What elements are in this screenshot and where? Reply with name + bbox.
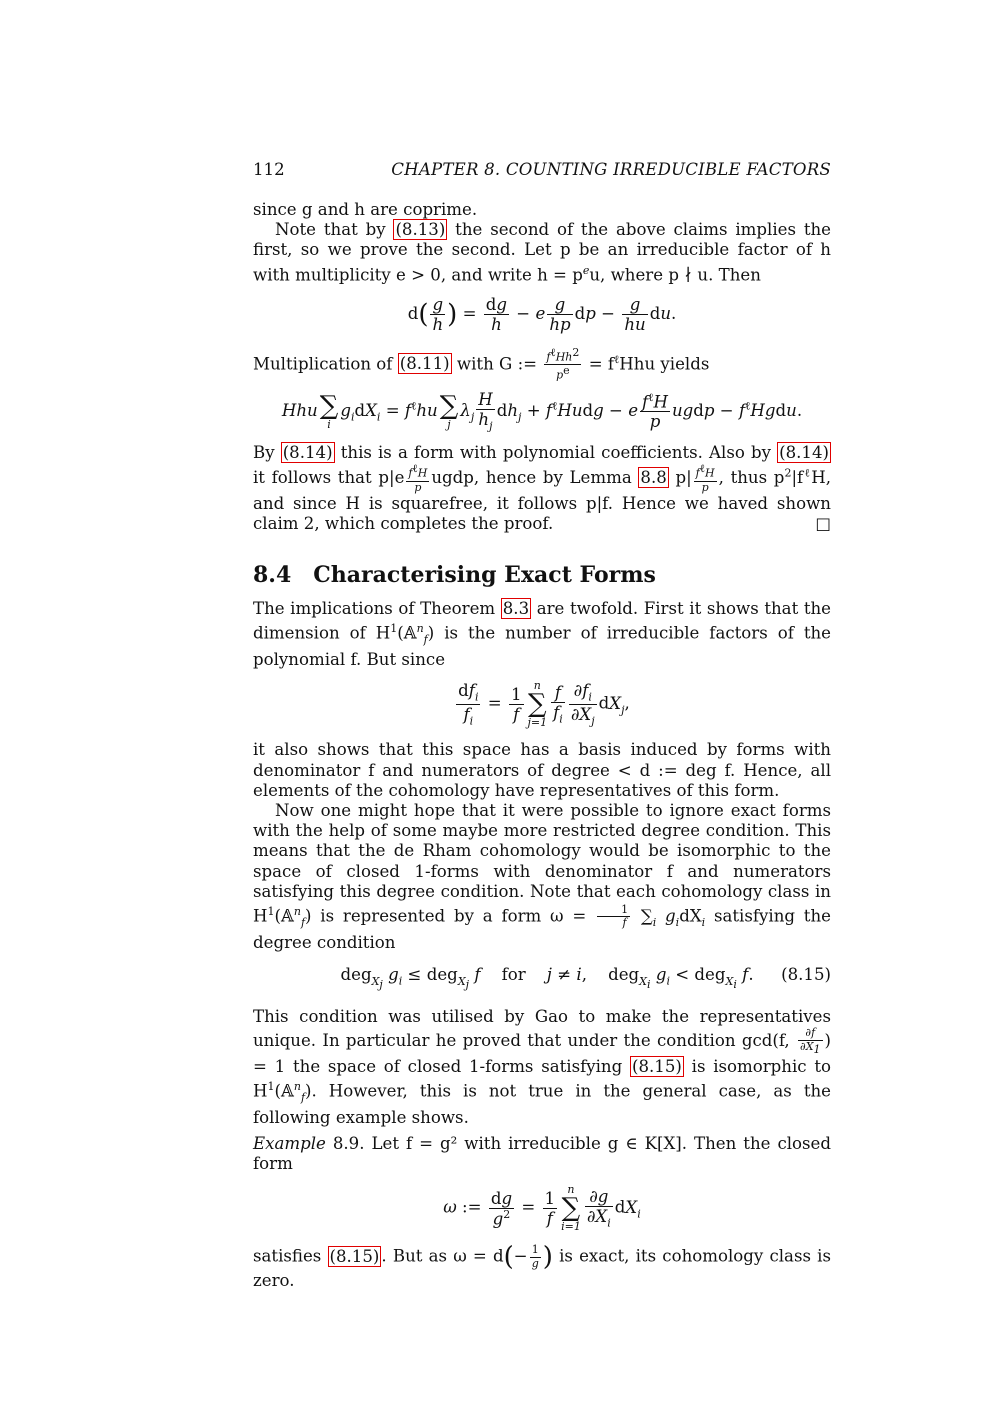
equation-link[interactable]: (8.15): [631, 1056, 682, 1076]
text-run: are twofold. First it shows that the dimension of H: [253, 598, 832, 643]
text-run: , thus p: [718, 468, 785, 488]
text-run: Note that by: [275, 220, 394, 240]
text-run: u, where p ∤ u. Then: [589, 265, 761, 285]
text-run: ) is the number of irreducible factors of the polynomial f. But since: [253, 623, 831, 670]
paragraph: [253, 740, 831, 801]
running-header: [253, 160, 831, 200]
theorem-link[interactable]: 8.3: [502, 598, 530, 618]
paragraph: By (8.14) this is a form with polynomial coefficients. Also by (8.14) it follows that p|e $\frac{f^\ell H}{p}$ ugdp, hence by Lemma 8.8 p| $\frac{f^\ell H}{p}$ , thus $p^2|f^\ell H$, and since H is squarefree, it follows p|f. Hence we haved shown claim 2, which completes the proof. □: [253, 443, 831, 534]
text-run: (𝔸: [274, 1081, 294, 1101]
text-run: with G :=: [451, 353, 538, 373]
text-run: it follows that p|e: [253, 468, 405, 488]
text-run: is isomorphic to H: [253, 1056, 832, 1101]
text-run: = f: [588, 353, 615, 373]
text-run: ). However, this is not true in the general case, as the following example shows.: [253, 1081, 831, 1127]
paragraph: Note that by (8.13) the second of the above claims implies the first, so we prove the second. Let p be an irreducible factor of h with multiplicity e > 0, and write $h = p^eu$, where p ∤ u. Then: [253, 220, 831, 285]
text-run: satisfying the degree condition: [253, 906, 831, 952]
equation-number: (8.15): [781, 965, 831, 985]
text-run: Let f = g² with irreducible g ∈ K[X]. Then the closed form: [253, 1134, 831, 1174]
paragraph: Multiplication of (8.11) with G := $\frac{f^\ell Hh^2}{p^e}$ = $f^\ell Hhu$ yields: [253, 345, 710, 382]
display-equation: $\frac{df_i}{f_i}$ = $\frac{1}{f}$ n ∑ j=1 $\frac{f}{f_i}$ $\frac{\partial f_i}{\partial X_j}$ $dX_j$,: [458, 679, 630, 730]
equation-link[interactable]: (8.13): [395, 220, 446, 240]
section-heading: [253, 561, 831, 588]
text-run: This condition was utilised by Gao to make the representatives unique. In particular he proved that under the condition gcd(f,: [253, 1006, 831, 1051]
text-run: ) is represented by a form ω =: [305, 906, 587, 926]
text-run: since g and h are coprime.: [253, 200, 478, 219]
text-run: satisfies: [253, 1247, 328, 1267]
text-run: the second of the above claims implies the first, so we prove the second. Let p be an irreducible factor of h with multiplicity e > 0, and write h = p: [253, 220, 831, 285]
paragraph: This condition was utilised by Gao to make the representatives unique. In particular he proved that under the condition gcd(f, $\frac{\partial f}{\partial X_1}$ ) = 1 the space of closed 1-forms satisfying (8.15) is isomorphic to $H^1(𝔸^n_f)$. However, this is not true in the general case, as the following example shows.: [253, 1006, 832, 1127]
equation-link[interactable]: (8.11): [399, 353, 450, 373]
text-run: H, and since H is squarefree, it follows p|f. Hence we haved shown claim 2, which completes the proof.: [253, 468, 831, 534]
equation-link[interactable]: (8.15): [329, 1247, 380, 1267]
example-label: Example: [253, 1134, 326, 1154]
text-run: is exact, its cohomology class is zero.: [253, 1247, 831, 1290]
display-equation: Hhu ∑ i $g_idX_i = f^\ell hu$ ∑ j $\lambda_j$ $\frac{H}{h_j}$ $dh_j$ + $f^\ell Hudg - e$ $\frac{f^\ell H}{p}$ ugdp − $f^\ell Hgdu$.: [281, 390, 803, 433]
text-run: Now one might hope that it were possible to ignore exact forms with the help of some maybe more restricted degree condition. This means that the de Rham cohomology would be isomorphic to the space of closed 1-forms with denominator f and numerators satisfying this degree condition. Note that each cohomology class in H: [253, 800, 831, 926]
text-run: Hhu yields: [619, 353, 710, 373]
text-run: By: [253, 443, 281, 463]
example-number: 8.9.: [325, 1134, 365, 1154]
page-body: [253, 160, 831, 1291]
lemma-link[interactable]: 8.8: [640, 468, 667, 488]
text-run: ∑: [640, 906, 653, 926]
text-run: . But as ω = d: [381, 1247, 504, 1267]
paragraph: Now one might hope that it were possible to ignore exact forms with the help of some maybe more restricted degree condition. This means that the de Rham cohomology would be isomorphic to the space of closed 1-forms with denominator f and numerators satisfying this degree condition. Note that each cohomology class in $H^1(𝔸^n_f)$ is represented by a form ω = $\frac{1}{f}$ $\sum_i$ $g_idX_i$ satisfying the degree condition: [253, 800, 831, 952]
display-equation: d( $\frac{g}{h}$ ) = $\frac{dg}{h}$ − e $\frac{g}{hp}$ dp − $\frac{g}{hu}$ du.: [407, 295, 677, 335]
page-number: 112: [253, 160, 285, 179]
text-run: Multiplication of: [253, 353, 398, 373]
text-run: g: [665, 906, 676, 926]
equation-link[interactable]: (8.14): [282, 443, 333, 463]
numbered-equation: deg$_{X_j}$ $g_i \le deg_{X_j}$ f for j ≠ i, deg$_{X_i}$ $g_i < deg_{X_i}$ f. (8.15): [253, 965, 831, 995]
text-run: |f: [791, 468, 804, 488]
section-title: Characterising Exact Forms: [313, 561, 656, 588]
paragraph: [253, 200, 831, 220]
text-run: it also shows that this space has a basis induced by forms with denominator f and numerators of degree < d := deg f. Hence, all elements of the cohomology have representatives of this form.: [253, 740, 831, 800]
text-run: ) = 1 the space of closed 1-forms satisfying: [253, 1031, 832, 1076]
text-run: this is a form with polynomial coefficients. Also by: [334, 443, 778, 463]
qed-symbol: □: [815, 514, 831, 534]
section-number: 8.4: [253, 561, 292, 588]
example-paragraph: [253, 1134, 831, 1174]
text-run: ugdp, hence by Lemma: [431, 468, 639, 488]
text-run: (𝔸: [274, 906, 294, 926]
equation-link[interactable]: (8.14): [779, 443, 829, 463]
text-run: dX: [679, 906, 702, 926]
text-run: The implications of Theorem: [253, 598, 501, 618]
chapter-title: CHAPTER 8. COUNTING IRREDUCIBLE FACTORS: [391, 160, 831, 179]
display-equation: ω := $\frac{dg}{g^2}$ = $\frac{1}{f}$ n ∑ i=1 $\frac{\partial g}{\partial X_i}$ $dX_i$: [443, 1183, 641, 1234]
paragraph: The implications of Theorem 8.3 are twofold. First it shows that the dimension of $H^1(𝔸^n_f)$ is the number of irreducible factors of the polynomial f. But since: [253, 598, 832, 670]
text-run: (𝔸: [397, 623, 417, 643]
paragraph: satisfies (8.15) . But as ω = d(− $\frac{1}{g}$ ) is exact, its cohomology class is zero.: [253, 1242, 831, 1290]
text-run: p|: [668, 468, 692, 488]
